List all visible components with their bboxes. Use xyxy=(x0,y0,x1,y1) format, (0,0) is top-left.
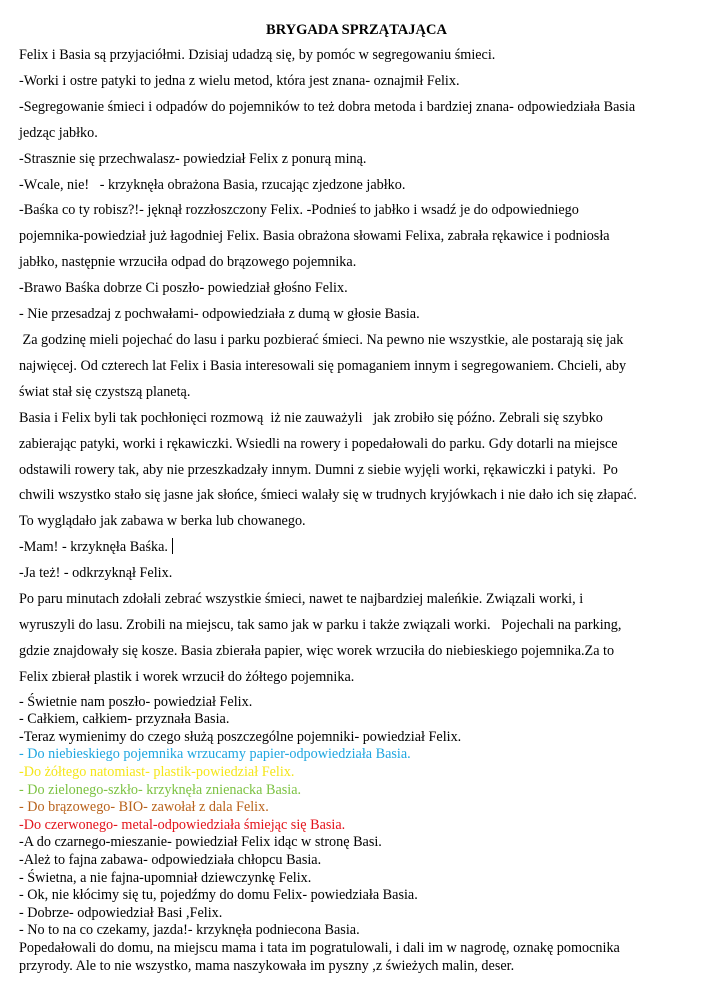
text-line: -Wcale, nie! - krzyknęła obrażona Basia, rzucając zjedzone jabłko. xyxy=(19,176,406,193)
closing-line: Popedałowali do domu, na miejscu mama i tata im pogratulowali, i dali im w nagrodę, oznakę pomocnika xyxy=(19,939,620,956)
story-body xyxy=(19,43,694,691)
closing-line: przyrody. Ale to nie wszystko, mama naszykowała im pyszny ,z świeżych malin, deser. xyxy=(19,957,515,974)
text-line: Basia i Felix byli tak pochłonięci rozmową iż nie zauważyli jak zrobiło się późno. Zebrali się szybko xyxy=(19,409,603,426)
dialogue-line-red: -Do czerwonego- metal-odpowiedziała śmiejąc się Basia. xyxy=(19,816,346,833)
dialogue-line: - No to na co czekamy, jazda!- krzyknęła podniecona Basia. xyxy=(19,922,360,939)
text-line: -Brawo Baśka dobrze Ci poszło- powiedział głośno Felix. xyxy=(19,280,348,297)
dialogue-line: - Świetnie nam poszło- powiedział Felix. xyxy=(19,693,253,710)
text-line: wyruszyli do lasu. Zrobili na miejscu, tak samo jak w parku i także związali worki. Pojechali na parking, xyxy=(19,616,622,633)
text-line: odstawili rowery tak, aby nie przeszkadzały innym. Dumni z siebie wyjęli worki, rękawiczki i patyki. Po xyxy=(19,461,618,478)
dialogue-line: -Teraz wymienimy do czego służą poszczególne pojemniki- powiedział Felix. xyxy=(19,728,462,745)
dialogue-section xyxy=(19,694,694,976)
text-line: Felix i Basia są przyjaciółmi. Dzisiaj udadzą się, by pomóc w segregowaniu śmieci. xyxy=(19,47,496,63)
text-cursor xyxy=(172,538,173,554)
text-line: jabłko, następnie wrzuciła odpad do brązowego pojemnika. xyxy=(19,254,357,271)
dialogue-line: -A do czarnego-mieszanie- powiedział Felix idąc w stronę Basi. xyxy=(19,834,382,851)
text-line: -Worki i ostre patyki to jedna z wielu metod, która jest znana- oznajmił Felix. xyxy=(19,72,460,89)
text-line: -Mam! - krzyknęła Baśka. xyxy=(19,539,168,556)
text-line: Po paru minutach zdołali zebrać wszystkie śmieci, nawet te najbardziej maleńkie. Związali worki, i xyxy=(19,591,584,608)
text-line: zabierając patyki, worki i rękawiczki. Wsiedli na rowery i popedałowali do parku. Gdy dotarli na miejsce xyxy=(19,435,618,452)
dialogue-line: - Ok, nie kłócimy się tu, pojedźmy do domu Felix- powiedziała Basia. xyxy=(19,887,418,904)
text-line: świat stał się czystszą planetą. xyxy=(19,383,191,400)
text-line: gdzie znajdowały się kosze. Basia zbierała papier, więc worek wrzuciła do niebieskiego pojemnika.Za to xyxy=(19,642,615,659)
dialogue-line: -Ależ to fajna zabawa- odpowiedziała chłopcu Basia. xyxy=(19,852,322,868)
text-line: - Nie przesadzaj z pochwałami- odpowiedziała z dumą w głosie Basia. xyxy=(19,306,420,323)
text-line: jedząc jabłko. xyxy=(19,124,98,141)
text-line: -Baśka co ty robisz?!- jęknął rozzłoszczony Felix. -Podnieś to jabłko i wsadź je do odpowiedniego xyxy=(19,202,579,219)
dialogue-line: - Świetna, a nie fajna-upomniał dziewczynkę Felix. xyxy=(19,869,312,886)
text-line: To wyglądało jak zabawa w berka lub chowanego. xyxy=(19,513,306,530)
text-line: -Segregowanie śmieci i odpadów do pojemników to też dobra metoda i bardziej znana- odpowiedziała Basia xyxy=(19,98,636,115)
text-line: -Ja też! - odkrzyknął Felix. xyxy=(19,565,173,582)
dialogue-line-brown: - Do brązowego- BIO- zawołał z dala Felix. xyxy=(19,799,269,816)
text-line: -Strasznie się przechwalasz- powiedział Felix z ponurą miną. xyxy=(19,150,367,167)
dialogue-line-yellow: -Do żółtego natomiast- plastik-powiedział Felix. xyxy=(19,764,295,781)
dialogue-line: - Dobrze- odpowiedział Basi ,Felix. xyxy=(19,904,223,921)
text-line: pojemnika-powiedział już łagodniej Felix. Basia obrażona słowami Felixa, zabrała rękawice i podniosła xyxy=(19,228,610,245)
dialogue-line-green: - Do zielonego-szkło- krzyknęła znienacka Basia. xyxy=(19,781,302,798)
text-line: chwili wszystko stało się jasne jak słońce, śmieci walały się w trudnych kryjówkach i nie dało ich się złapać. xyxy=(19,487,637,504)
dialogue-line-blue: - Do niebieskiego pojemnika wrzucamy papier-odpowiedziała Basia. xyxy=(19,746,411,763)
document-title: BRYGADA SPRZĄTAJĄCA xyxy=(266,22,447,38)
text-line: Felix zbierał plastik i worek wrzucił do żółtego pojemnika. xyxy=(19,668,355,685)
dialogue-line: - Całkiem, całkiem- przyznała Basia. xyxy=(19,711,230,728)
text-line: Za godzinę mieli pojechać do lasu i parku pozbierać śmieci. Na pewno nie wszystkie, ale postarają się jak xyxy=(19,331,624,348)
text-line-with-caret[interactable] xyxy=(19,535,694,561)
text-line: najwięcej. Od czterech lat Felix i Basia interesowali się pomaganiem innym i segregowaniem. Chcieli, aby xyxy=(19,357,627,374)
